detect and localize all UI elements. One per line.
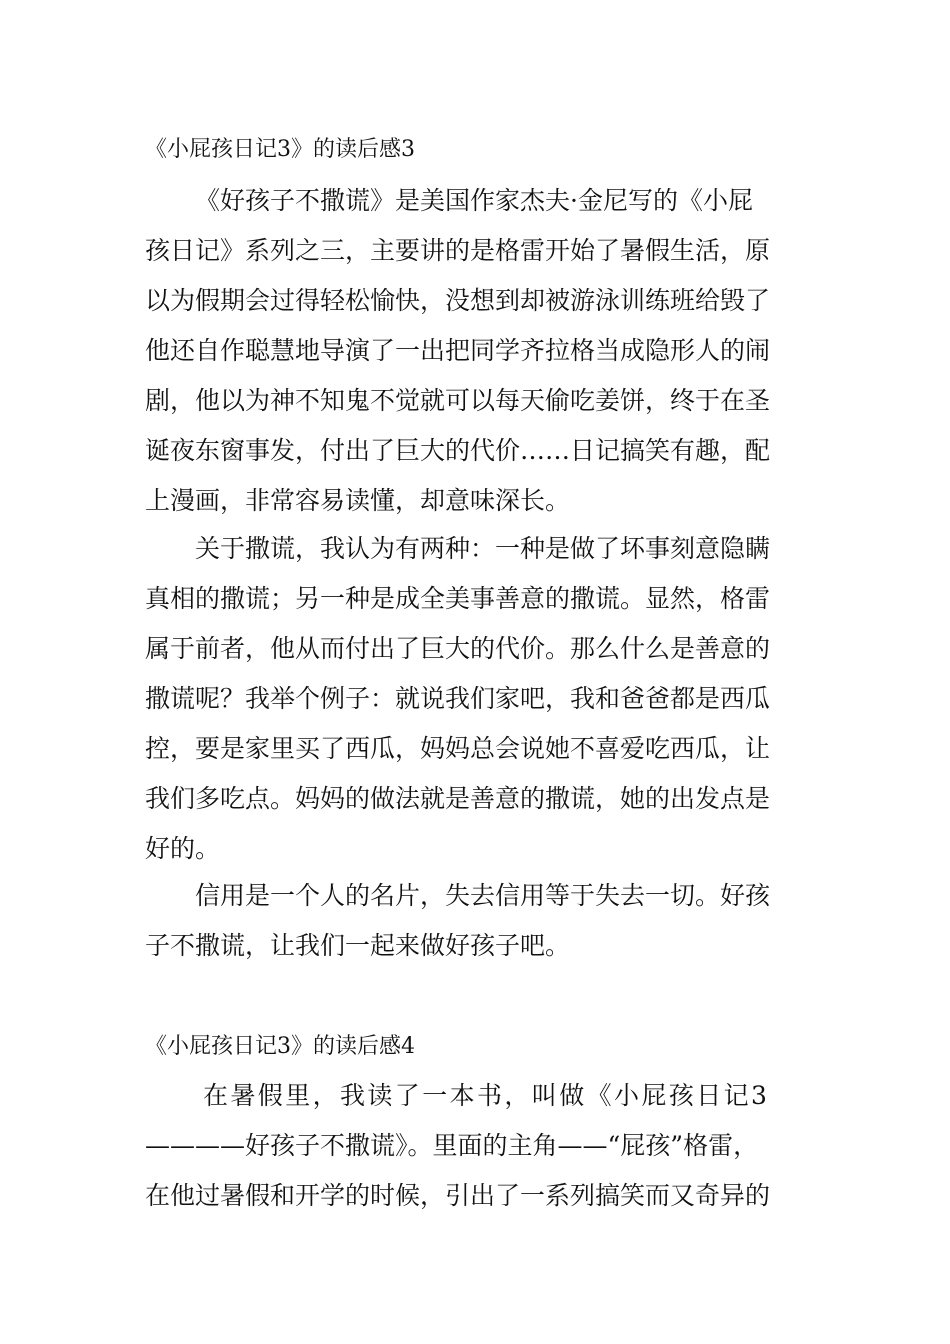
paragraph-line: 好的。 bbox=[145, 834, 221, 863]
section-title: 《小屁孩日记3》的读后感3 bbox=[145, 137, 415, 162]
paragraph-line: 撒谎呢？我举个例子：就说我们家吧，我和爸爸都是西瓜 bbox=[145, 684, 771, 713]
paragraph-line: 《好孩子不撒谎》是美国作家杰夫·金尼写的《小屁 bbox=[195, 186, 753, 215]
paragraph-3 bbox=[145, 871, 810, 971]
paragraph-4 bbox=[145, 1071, 810, 1221]
paragraph-line: 以为假期会过得轻松愉快，没想到却被游泳训练班给毁了 bbox=[145, 286, 771, 315]
paragraph-line: 在他过暑假和开学的时候，引出了一系列搞笑而又奇异的 bbox=[145, 1181, 771, 1210]
paragraph-line: 我们多吃点。妈妈的做法就是善意的撒谎，她的出发点是 bbox=[145, 784, 771, 813]
paragraph-line: 剧，他以为神不知鬼不觉就可以每天偷吃姜饼，终于在圣 bbox=[145, 386, 771, 415]
paragraph-line: 真相的撒谎；另一种是成全美事善意的撒谎。显然，格雷 bbox=[145, 584, 771, 613]
paragraph-line: ————好孩子不撒谎》。里面的主角——“屁孩”格雷， bbox=[145, 1131, 759, 1160]
paragraph-line: 属于前者，他从而付出了巨大的代价。那么什么是善意的 bbox=[145, 634, 771, 663]
section-heading-4 bbox=[145, 1032, 810, 1062]
section-title: 《小屁孩日记3》的读后感4 bbox=[145, 1034, 415, 1059]
paragraph-2 bbox=[145, 524, 810, 874]
paragraph-line: 关于撒谎，我认为有两种：一种是做了坏事刻意隐瞒 bbox=[195, 534, 771, 563]
section-heading-3 bbox=[145, 135, 810, 165]
paragraph-line: 控，要是家里买了西瓜，妈妈总会说她不喜爱吃西瓜，让 bbox=[145, 734, 771, 763]
paragraph-line: 子不撒谎，让我们一起来做好孩子吧。 bbox=[145, 931, 571, 960]
paragraph-line: 他还自作聪慧地导演了一出把同学齐拉格当成隐形人的闹 bbox=[145, 336, 771, 365]
paragraph-line: 诞夜东窗事发，付出了巨大的代价……日记搞笑有趣，配 bbox=[145, 436, 771, 465]
paragraph-line: 在暑假里，我读了一本书，叫做《小屁孩日记3 bbox=[203, 1081, 770, 1110]
paragraph-1 bbox=[145, 176, 810, 526]
paragraph-line: 上漫画，非常容易读懂，却意味深长。 bbox=[145, 486, 571, 515]
paragraph-line: 信用是一个人的名片，失去信用等于失去一切。好孩 bbox=[195, 881, 771, 910]
paragraph-line: 孩日记》系列之三，主要讲的是格雷开始了暑假生活，原 bbox=[145, 236, 771, 265]
